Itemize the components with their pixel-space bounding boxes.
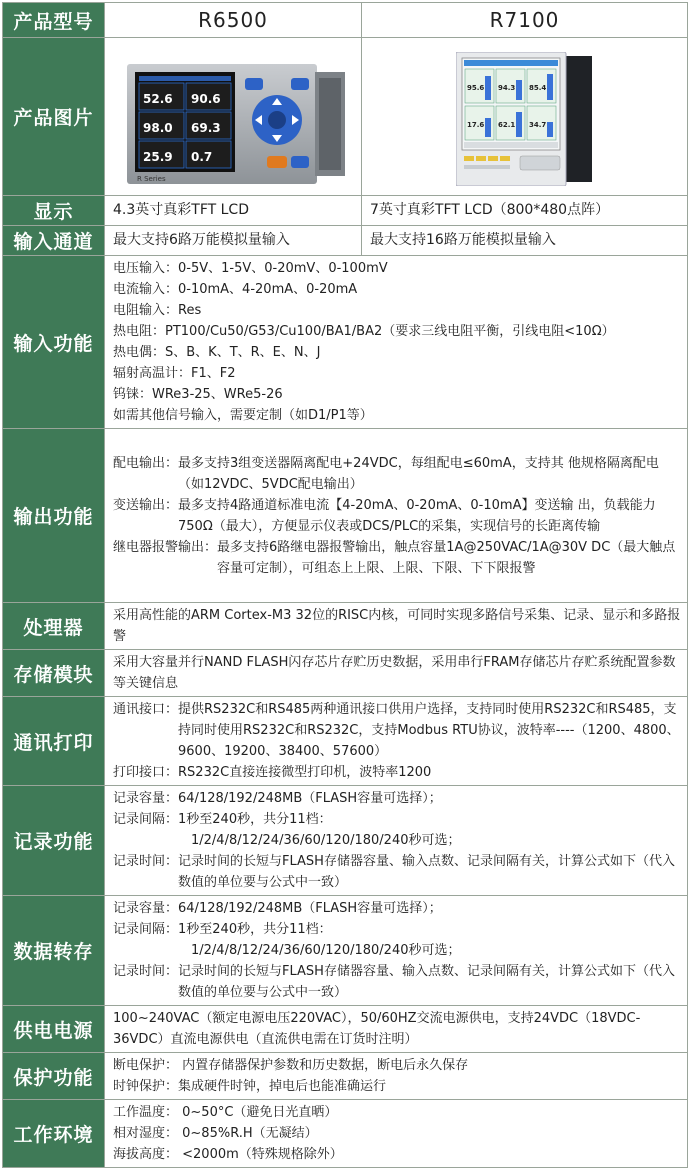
comm-item	[113, 762, 681, 783]
comm-item-value: RS232C直接连接微型打印机，波特率1200	[178, 765, 432, 780]
comm-item-value: 提供RS232C和RS485两种通讯接口供用户选择，支持同时使用RS232C和RS485，支持同时使用RS232C和RS232C，支持Modbus RTU协议，波特率----（1200、4800、9600、19200、38400、57600）	[178, 702, 680, 759]
transfer-item-value: 1/2/4/8/12/24/36/60/120/180/240秒可选；	[191, 943, 461, 958]
output-item	[113, 537, 681, 579]
comm-item-key: 打印接口：	[113, 765, 179, 780]
r6500-reading-6: 0.7	[191, 150, 213, 164]
processor-text: 采用高性能的ARM Cortex-M3 32位的RISC内核，可同时实现多路信号采集、记录、显示和多路报警	[105, 603, 688, 650]
r6500-reading-1: 52.6	[143, 92, 173, 106]
spec-table	[2, 2, 688, 1168]
transfer-item-value: 记录时间的长短与FLASH存储器容量、输入点数、记录间隔有关，计算公式如下（代入数值的单位要与公式中一致）	[178, 964, 675, 1000]
transfer-item-value: 64/128/192/248MB（FLASH容量可选择）；	[178, 901, 442, 916]
row-label-display: 显示	[3, 196, 105, 226]
input-line: 电阻输入：Res	[113, 303, 202, 318]
transfer-cell	[105, 896, 688, 1006]
record-cell	[105, 786, 688, 896]
row-label-comm: 通讯打印	[3, 697, 105, 786]
input-line: 如需其他信号输入，需要定制（如D1/P1等）	[113, 408, 373, 423]
record-item	[113, 830, 681, 851]
transfer-item-key: 记录间隔：	[113, 922, 179, 937]
record-item-key: 记录容量：	[113, 791, 179, 806]
output-function-cell	[105, 429, 688, 603]
environment-line: 海拔高度： <2000m（特殊规格除外）	[113, 1147, 343, 1162]
r6500-channels-spec: 最大支持6路万能模拟量输入	[105, 226, 362, 256]
row-label-protection: 保护功能	[3, 1053, 105, 1100]
power-text: 100~240VAC（额定电源电压220VAC），50/60HZ交流电源供电，支持24VDC（18VDC-36VDC）直流电源供电（直流供电需在订货时注明）	[105, 1006, 688, 1053]
row-label-storage: 存储模块	[3, 650, 105, 697]
transfer-item	[113, 919, 681, 940]
output-item	[113, 453, 681, 495]
r6500-image-cell	[105, 38, 362, 196]
output-item-value: 最多支持4路通道标准电流【4-20mA、0-20mA、0-10mA】变送输 出，负载能力750Ω（最大），方便显示仪表或DCS/PLC的采集，实现信号的长距离传输	[178, 497, 656, 534]
r7100-reading-1: 95.6	[467, 84, 485, 92]
row-label-channels: 输入通道	[3, 226, 105, 256]
transfer-item	[113, 940, 681, 961]
r7100-reading-4: 17.6	[467, 121, 485, 129]
comm-item	[113, 699, 681, 762]
r7100-reading-2: 94.3	[498, 84, 516, 92]
record-item	[113, 809, 681, 830]
record-item	[113, 788, 681, 809]
output-item-value: 最多支持6路继电器报警输出，触点容量1A@250VAC/1A@30V DC（最大触点容量可定制），可组态上上限、上限、下限、下下限报警	[217, 539, 676, 576]
record-item	[113, 851, 681, 893]
r6500-display-spec: 4.3英寸真彩TFT LCD	[105, 196, 362, 226]
output-item-key: 变送输出：	[113, 497, 179, 513]
output-item	[113, 495, 681, 537]
row-label-output-function: 输出功能	[3, 429, 105, 603]
protection-line: 时钟保护：集成硬件时钟，掉电后也能准确运行	[113, 1079, 387, 1094]
r6500-reading-2: 90.6	[191, 92, 221, 106]
row-label-environment: 工作环境	[3, 1100, 105, 1168]
environment-line: 工作温度： 0~50°C（避免日光直晒）	[113, 1105, 338, 1120]
transfer-item	[113, 961, 681, 1003]
r7100-channels-spec: 最大支持16路万能模拟量输入	[362, 226, 688, 256]
output-item-key: 继电器报警输出：	[113, 539, 218, 555]
r7100-reading-6: 34.7	[529, 121, 547, 129]
r6500-reading-4: 69.3	[191, 121, 221, 135]
record-item-key: 记录时间：	[113, 854, 179, 869]
model-name-r7100: R7100	[362, 3, 688, 38]
row-label-transfer: 数据转存	[3, 896, 105, 1006]
comm-item-key: 通讯接口：	[113, 702, 179, 717]
r7100-image-cell	[362, 38, 688, 196]
comm-cell	[105, 697, 688, 786]
protection-cell	[105, 1053, 688, 1100]
r6500-device-image	[127, 64, 345, 184]
row-label-input-function: 输入功能	[3, 256, 105, 429]
record-item-value: 64/128/192/248MB（FLASH容量可选择）；	[178, 791, 442, 806]
row-label-image: 产品图片	[3, 38, 105, 196]
r6500-reading-5: 25.9	[143, 150, 173, 164]
environment-line: 相对湿度： 0~85%R.H（无凝结）	[113, 1126, 318, 1141]
model-name-r6500: R6500	[105, 3, 362, 38]
record-item-key: 记录间隔：	[113, 812, 179, 827]
transfer-item-key: 记录容量：	[113, 901, 179, 916]
input-line: 钨铼：WRe3-25、WRe5-26	[113, 387, 283, 402]
row-label-processor: 处理器	[3, 603, 105, 650]
r7100-reading-5: 62.1	[498, 121, 516, 129]
row-label-record: 记录功能	[3, 786, 105, 896]
transfer-item-value: 1秒至240秒，共分11档：	[178, 922, 332, 937]
input-line: 电流输入：0-10mA、4-20mA、0-20mA	[113, 282, 358, 297]
row-label-power: 供电电源	[3, 1006, 105, 1053]
input-line: 辐射高温计：F1、F2	[113, 366, 236, 381]
transfer-item-key: 记录时间：	[113, 964, 179, 979]
r7100-display-spec: 7英寸真彩TFT LCD（800*480点阵）	[362, 196, 688, 226]
r-series-logo: R Series	[137, 175, 166, 183]
transfer-item	[113, 898, 681, 919]
record-item-value: 1秒至240秒，共分11档：	[178, 812, 332, 827]
output-item-key: 配电输出：	[113, 455, 179, 471]
row-label-model: 产品型号	[3, 3, 105, 38]
input-function-cell	[105, 256, 688, 429]
r6500-reading-3: 98.0	[143, 121, 173, 135]
record-item-value: 1/2/4/8/12/24/36/60/120/180/240秒可选；	[191, 833, 461, 848]
input-line: 热电偶：S、B、K、T、R、E、N、J	[113, 345, 321, 360]
environment-cell	[105, 1100, 688, 1168]
input-line: 热电阻：PT100/Cu50/G53/Cu100/BA1/BA2（要求三线电阻平衡，引线电阻<10Ω）	[113, 324, 615, 339]
r7100-device-image	[456, 52, 592, 186]
input-line: 电压输入：0-5V、1-5V、0-20mV、0-100mV	[113, 261, 388, 276]
r7100-reading-3: 85.4	[529, 84, 547, 92]
protection-line: 断电保护： 内置存储器保护参数和历史数据，断电后永久保存	[113, 1058, 469, 1073]
record-item-value: 记录时间的长短与FLASH存储器容量、输入点数、记录间隔有关，计算公式如下（代入数值的单位要与公式中一致）	[178, 854, 675, 890]
storage-text: 采用大容量并行NAND FLASH闪存芯片存贮历史数据，采用串行FRAM存储芯片存贮系统配置参数等关键信息	[105, 650, 688, 697]
output-item-value: 最多支持3组变送器隔离配电+24VDC，每组配电≤60mA，支持其 他规格隔离配电（如12VDC、5VDC配电输出）	[178, 455, 659, 492]
